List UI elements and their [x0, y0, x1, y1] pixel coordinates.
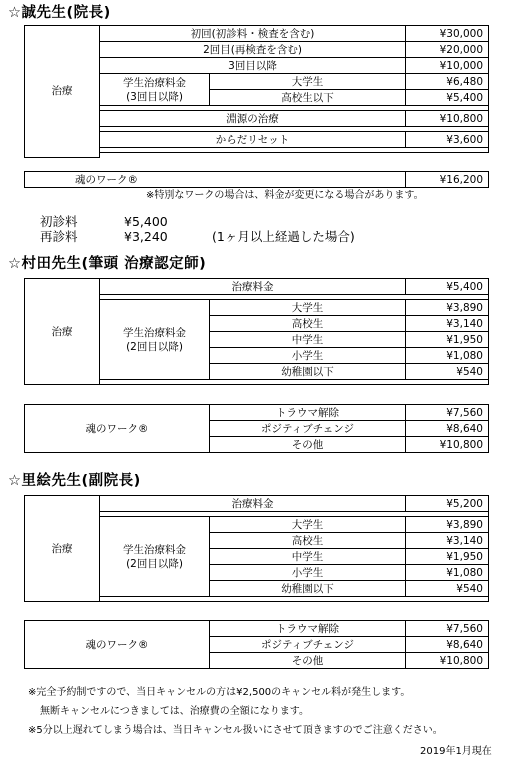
row-price: ¥20,000	[406, 42, 489, 58]
row-price: ¥3,140	[406, 533, 489, 549]
soul-work-label: 魂のワーク®	[25, 621, 210, 669]
revisit-fee-price: ¥3,240	[124, 229, 168, 244]
footer-note-no-show: 無断キャンセルにつきましては、治療費の全額になります。	[40, 706, 309, 717]
row-label: トラウマ解除	[210, 621, 406, 637]
footer-date: 2019年1月現在	[420, 746, 492, 757]
row-label: 小学生	[210, 565, 406, 581]
row-label: 中学生	[210, 549, 406, 565]
student-label-line2: (2回目以降)	[126, 340, 183, 353]
soul-work-table-rie	[24, 620, 489, 669]
row-price: ¥8,640	[406, 421, 489, 437]
row-label: 2回目(再検査を含む)	[100, 42, 406, 58]
first-fee-label: 初診料	[40, 214, 78, 229]
student-label-line1: 学生治療料金	[123, 76, 186, 89]
table-row	[25, 405, 489, 421]
student-label	[100, 300, 210, 380]
row-label: ポジティブチェンジ	[210, 421, 406, 437]
row-price: ¥30,000	[406, 26, 489, 42]
section-title-rie: ☆里絵先生(副院長)	[8, 473, 141, 489]
row-label: その他	[210, 653, 406, 669]
row-price: ¥16,200	[406, 172, 489, 188]
row-price: ¥1,950	[406, 549, 489, 565]
revisit-fee-note: (1ヶ月以上経過した場合)	[212, 229, 355, 244]
section-title-murata: ☆村田先生(筆頭 治療認定師)	[8, 256, 207, 272]
first-fee-price: ¥5,400	[124, 214, 168, 229]
student-label-line1: 学生治療料金	[123, 543, 186, 556]
row-price: ¥7,560	[406, 405, 489, 421]
group-label: 治療	[25, 26, 100, 158]
row-label: 大学生	[210, 300, 406, 316]
row-label: 3回目以降	[100, 58, 406, 74]
student-label-line1: 学生治療料金	[123, 326, 186, 339]
row-label: 小学生	[210, 348, 406, 364]
row-price: ¥10,800	[406, 111, 489, 127]
student-label	[100, 517, 210, 597]
row-price: ¥5,200	[406, 496, 489, 512]
row-price: ¥1,950	[406, 332, 489, 348]
soul-work-table-makoto	[24, 171, 489, 188]
soul-work-table-murata	[24, 404, 489, 453]
row-label: 中学生	[210, 332, 406, 348]
footer-note-cancel: ※完全予約制ですので、当日キャンセルの方は¥2,500のキャンセル料が発生します。	[28, 687, 411, 698]
row-price: ¥5,400	[406, 279, 489, 295]
row-label: からだリセット	[100, 132, 406, 148]
table-row	[25, 172, 489, 188]
group-label: 治療	[25, 496, 100, 602]
table-row	[25, 621, 489, 637]
price-table-murata	[24, 278, 489, 385]
row-label: 初回(初診料・検査を含む)	[100, 26, 406, 42]
student-label-line2: (3回目以降)	[126, 90, 183, 103]
table-row	[25, 496, 489, 512]
row-price: ¥7,560	[406, 621, 489, 637]
row-label: 大学生	[210, 74, 406, 90]
student-label-line2: (2回目以降)	[126, 557, 183, 570]
row-price: ¥1,080	[406, 348, 489, 364]
footer-note-late: ※5分以上遅れてしまう場合は、当日キャンセル扱いにさせて頂きますのでご注意ください。	[28, 725, 443, 736]
soul-work-label: 魂のワーク®	[25, 405, 210, 453]
row-price: ¥6,480	[406, 74, 489, 90]
table-row	[25, 26, 489, 42]
row-label: 高校生	[210, 316, 406, 332]
row-label: 大学生	[210, 517, 406, 533]
row-price: ¥540	[406, 364, 489, 380]
row-price: ¥10,800	[406, 653, 489, 669]
row-label: その他	[210, 437, 406, 453]
row-price: ¥3,890	[406, 300, 489, 316]
row-label: 幼稚園以下	[210, 581, 406, 597]
row-price: ¥10,000	[406, 58, 489, 74]
row-label: 高校生	[210, 533, 406, 549]
row-label: 治療料金	[100, 496, 406, 512]
row-price: ¥3,890	[406, 517, 489, 533]
group-label: 治療	[25, 279, 100, 385]
price-table-rie	[24, 495, 489, 602]
row-price: ¥3,140	[406, 316, 489, 332]
table-row	[25, 279, 489, 295]
row-price: ¥3,600	[406, 132, 489, 148]
student-label	[100, 74, 210, 106]
price-table-makoto	[24, 25, 489, 158]
special-work-note: ※特別なワークの場合は、料金が変更になる場合があります。	[146, 190, 424, 201]
row-label: 魂のワーク®	[25, 172, 406, 188]
row-price: ¥10,800	[406, 437, 489, 453]
section-title-makoto: ☆誠先生(院長)	[8, 5, 111, 21]
row-price: ¥5,400	[406, 90, 489, 106]
row-label: 高校生以下	[210, 90, 406, 106]
revisit-fee-label: 再診料	[40, 229, 78, 244]
row-label: 幼稚園以下	[210, 364, 406, 380]
row-price: ¥540	[406, 581, 489, 597]
row-label: 淵源の治療	[100, 111, 406, 127]
row-label: トラウマ解除	[210, 405, 406, 421]
row-label: 治療料金	[100, 279, 406, 295]
row-price: ¥8,640	[406, 637, 489, 653]
row-label: ポジティブチェンジ	[210, 637, 406, 653]
row-price: ¥1,080	[406, 565, 489, 581]
